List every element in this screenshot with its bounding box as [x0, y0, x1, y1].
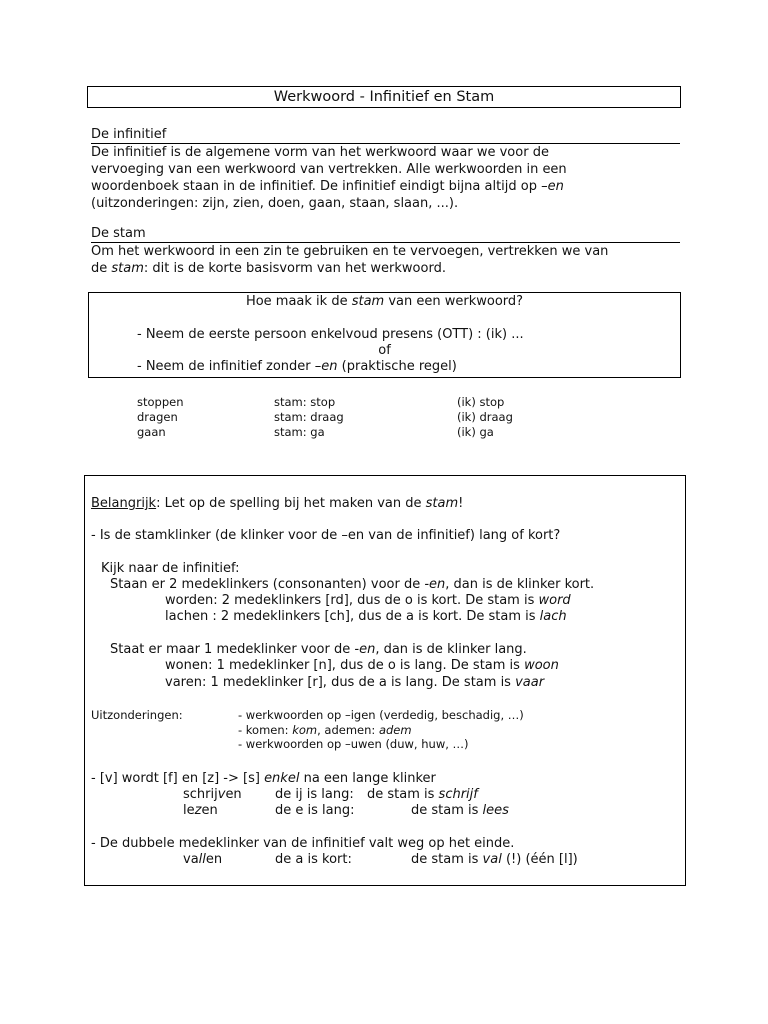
infinitief-heading: De infinitief	[91, 127, 167, 142]
important-label: Belangrijk	[91, 496, 157, 511]
stam-line-1: Om het werkwoord in een zin te gebruiken en te vervoegen, vertrekken we van	[91, 244, 609, 259]
example-stem-1: stam: stop	[274, 395, 336, 409]
howto-question: Hoe maak ik de stam van een werkwoord?	[245, 294, 524, 309]
page-title: Werkwoord - Infinitief en Stam	[87, 86, 681, 108]
stam-heading: De stam	[91, 226, 146, 241]
staan-line: Staan er 2 medeklinkers (consonanten) voor de -en, dan is de klinker kort.	[110, 577, 595, 592]
infinitief-line-3: woordenboek staan in de infinitief. De infinitief eindigt bijna altijd op –en	[91, 179, 564, 194]
important-question: - Is de stamklinker (de klinker voor de –en van de infinitief) lang of kort?	[91, 528, 561, 543]
vallen-explain: de a is kort:	[275, 852, 352, 867]
uitzonderingen-label: Uitzonderingen:	[91, 708, 183, 722]
vallen-result: de stam is val (!) (één [l])	[411, 852, 578, 867]
schrijven-word: schrijven	[183, 787, 242, 802]
infinitief-ending: –en	[541, 179, 564, 194]
example-verb-1: stoppen	[137, 395, 184, 409]
lachen-line: lachen : 2 medeklinkers [ch], dus de a is kort. De stam is lach	[165, 609, 567, 624]
important-intro: Belangrijk: Let op de spelling bij het maken van de stam!	[91, 496, 464, 511]
kijk-line: Kijk naar de infinitief:	[101, 561, 240, 576]
lezen-result: de stam is lees	[411, 803, 509, 818]
worden-line: worden: 2 medeklinkers [rd], dus de o is kort. De stam is word	[165, 593, 571, 608]
uitzondering-1: - werkwoorden op –igen (verdedig, beschadig, …)	[238, 708, 524, 722]
vz-rule: - [v] wordt [f] en [z] -> [s] enkel na een lange klinker	[91, 771, 436, 786]
schrijven-result: de stam is schrijf	[367, 787, 478, 802]
staat-line: Staat er maar 1 medeklinker voor de -en, dan is de klinker lang.	[110, 642, 527, 657]
example-verb-3: gaan	[137, 425, 166, 439]
infinitief-line-4: (uitzonderingen: zijn, zien, doen, gaan, staan, slaan, ...).	[91, 196, 459, 211]
stam-paragraph	[91, 243, 681, 277]
example-ik-3: (ik) ga	[457, 425, 494, 439]
example-verb-2: dragen	[137, 410, 178, 424]
example-ik-2: (ik) draag	[457, 410, 513, 424]
infinitief-line-1: De infinitief is de algemene vorm van het werkwoord waar we voor de	[91, 145, 549, 160]
example-stem-3: stam: ga	[274, 425, 325, 439]
uitzondering-3: - werkwoorden op –uwen (duw, huw, …)	[238, 737, 469, 751]
example-stem-2: stam: draag	[274, 410, 344, 424]
howto-rule-2: - Neem de infinitief zonder –en (praktische regel)	[137, 359, 457, 374]
dubbel-rule: - De dubbele medeklinker van de infinitief valt weg op het einde.	[91, 836, 515, 851]
infinitief-paragraph	[91, 144, 681, 212]
wonen-line: wonen: 1 medeklinker [n], dus de o is lang. De stam is woon	[165, 658, 559, 673]
schrijven-explain: de ij is lang:	[275, 787, 354, 802]
infinitief-line-2: vervoeging van een werkwoord van vertrekken. Alle werkwoorden in een	[91, 162, 567, 177]
lezen-word: lezen	[183, 803, 218, 818]
howto-rule-1: - Neem de eerste persoon enkelvoud presens (OTT) : (ik) ...	[137, 327, 524, 342]
lezen-explain: de e is lang:	[275, 803, 355, 818]
howto-box	[88, 292, 681, 378]
stam-line-2: de stam: dit is de korte basisvorm van het werkwoord.	[91, 261, 446, 276]
uitzondering-2: - komen: kom, ademen: adem	[238, 723, 412, 737]
example-ik-1: (ik) stop	[457, 395, 505, 409]
varen-line: varen: 1 medeklinker [r], dus de a is lang. De stam is vaar	[165, 675, 545, 690]
vallen-word: vallen	[183, 852, 223, 867]
howto-of: of	[378, 343, 391, 358]
important-box	[84, 475, 686, 886]
